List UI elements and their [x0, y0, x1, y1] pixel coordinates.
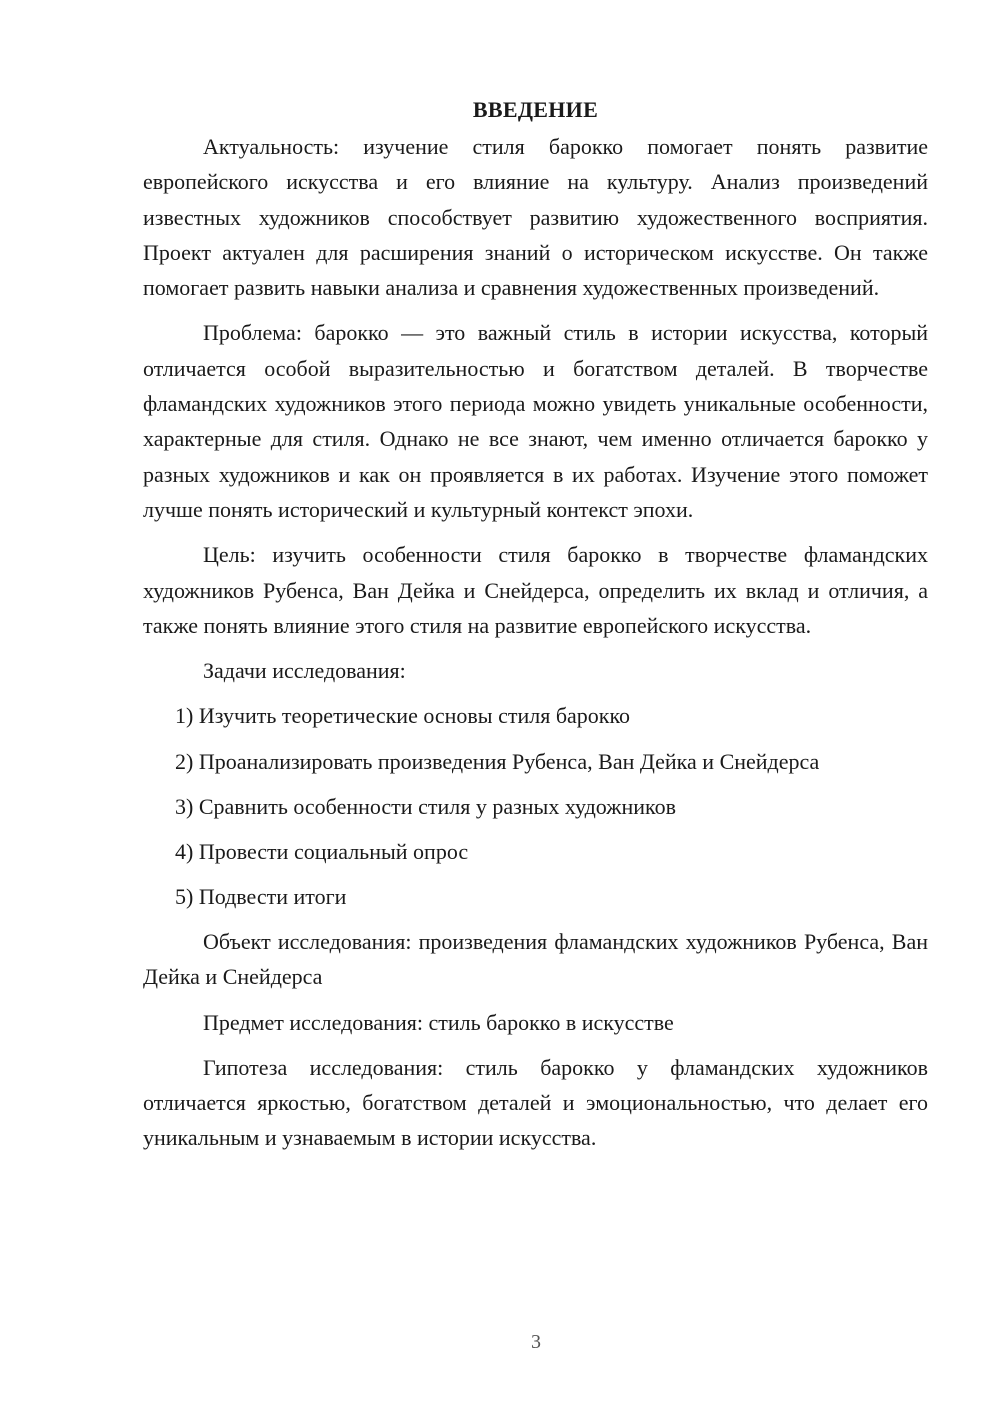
tasks-heading: Задачи исследования:	[203, 658, 406, 684]
hypothesis-paragraph: Гипотеза исследования: стиль барокко у фламандских художников отличается яркостью, богатством деталей и эмоциональностью, что делает его уникальным и узнаваемым в истории искусства.	[143, 1054, 928, 1151]
task-item-5: 5) Подвести итоги	[175, 883, 347, 909]
task-item-2: 2) Проанализировать произведения Рубенса, Ван Дейка и Снейдерса	[175, 748, 820, 774]
relevance-paragraph: Актуальность: изучение стиля барокко помогает понять развитие европейского искусства и его влияние на культуру. Анализ произведений известных художников способствует развитию художественного восприятия. Проект актуален для расширения знаний о историческом искусстве. Он также помогает развить навыки анализа и сравнения художественных произведений.	[143, 134, 928, 301]
tasks-list	[143, 698, 928, 914]
document-page	[143, 92, 928, 1166]
task-item-3: 3) Сравнить особенности стиля у разных художников	[175, 793, 676, 819]
goal-paragraph: Цель: изучить особенности стиля барокко в творчестве фламандских художников Рубенса, Ван Дейка и Снейдерса, определить их вклад и отличия, а также понять влияние этого стиля на развитие европейского искусства.	[143, 542, 928, 638]
subject-paragraph: Предмет исследования: стиль барокко в искусстве	[203, 1009, 674, 1035]
task-item-1: 1) Изучить теоретические основы стиля барокко	[175, 703, 631, 729]
problem-paragraph: Проблема: барокко — это важный стиль в истории искусства, который отличается особой выразительностью и богатством деталей. В творчестве фламандских художников этого периода можно увидеть уникальные особенности, характерные для стиля. Однако не все знают, чем именно отличается барокко у разных художников и как он проявляется в их работах. Изучение этого поможет лучше понять исторический и культурный контекст эпохи.	[143, 320, 928, 522]
object-paragraph: Объект исследования: произведения фламандских художников Рубенса, Ван Дейка и Снейдерса	[143, 928, 928, 990]
task-item-4: 4) Провести социальный опрос	[175, 838, 469, 864]
page-number: 3	[531, 1331, 541, 1353]
page-title: ВВЕДЕНИЕ	[472, 97, 599, 122]
